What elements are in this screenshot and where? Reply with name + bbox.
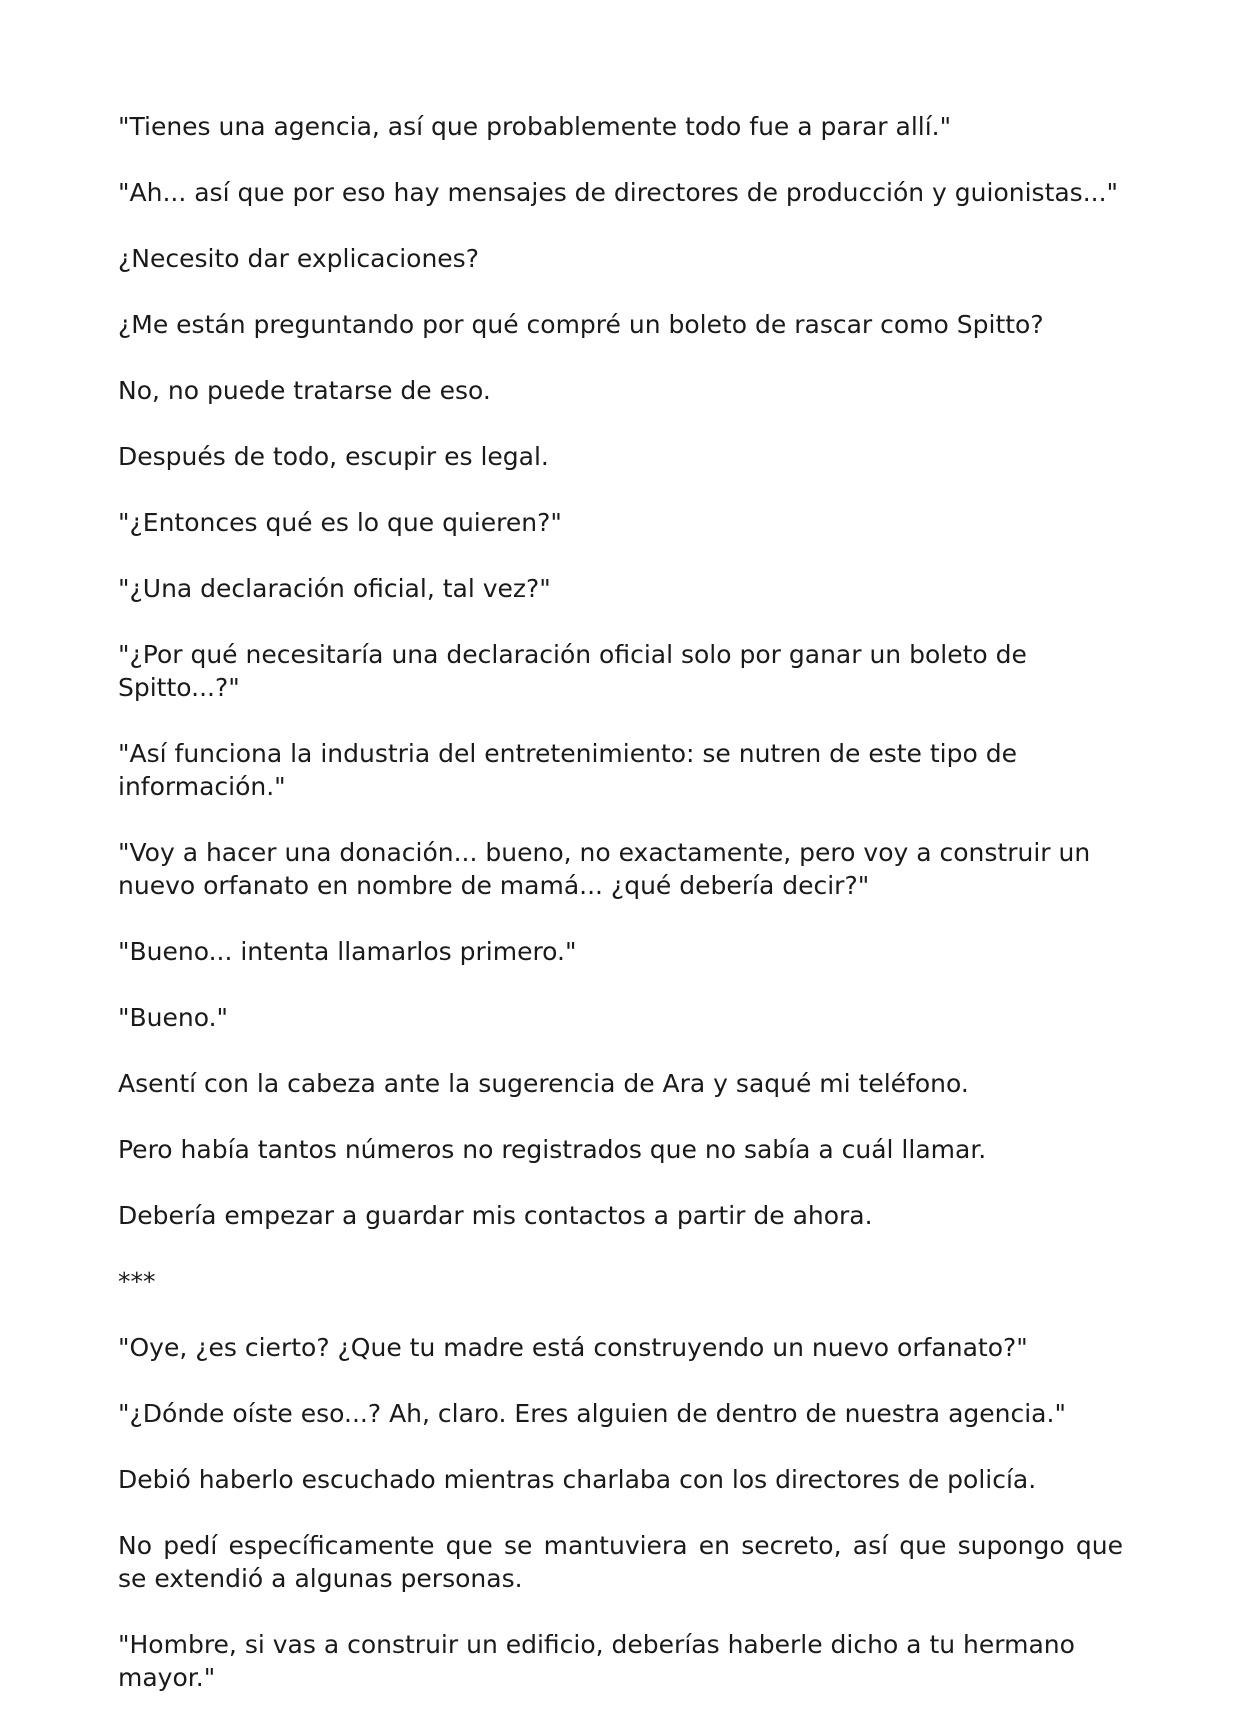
- paragraph-10: "Así funciona la industria del entretenimiento: se nutren de este tipo de información.": [118, 739, 1017, 801]
- paragraph-3: ¿Necesito dar explicaciones?: [118, 244, 479, 273]
- paragraph-16: Debería empezar a guardar mis contactos a partir de ahora.: [118, 1201, 873, 1230]
- paragraph-22: "Hombre, si vas a construir un edificio, deberías haberle dicho a tu hermano mayor.": [118, 1630, 1075, 1692]
- paragraph-9: "¿Por qué necesitaría una declaración oficial solo por ganar un boleto de Spitto...?": [118, 640, 1027, 702]
- paragraph-2: "Ah... así que por eso hay mensajes de directores de producción y guionistas...": [118, 178, 1119, 207]
- paragraph-1: "Tienes una agencia, así que probablemente todo fue a parar allí.": [118, 112, 952, 141]
- paragraph-15: Pero había tantos números no registrados que no sabía a cuál llamar.: [118, 1135, 987, 1164]
- paragraph-7: "¿Entonces qué es lo que quieren?": [118, 508, 562, 537]
- paragraph-12: "Bueno... intenta llamarlos primero.": [118, 937, 577, 966]
- paragraph-14: Asentí con la cabeza ante la sugerencia de Ara y saqué mi teléfono.: [118, 1069, 969, 1098]
- paragraph-6: Después de todo, escupir es legal.: [118, 442, 549, 471]
- paragraph-18: "Oye, ¿es cierto? ¿Que tu madre está construyendo un nuevo orfanato?": [118, 1333, 1028, 1362]
- paragraph-11: "Voy a hacer una donación... bueno, no exactamente, pero voy a construir un nuevo orfanato en nombre de mamá... ¿qué debería decir?": [118, 838, 1091, 900]
- paragraph-8: "¿Una declaración oficial, tal vez?": [118, 574, 551, 603]
- paragraph-5: No, no puede tratarse de eso.: [118, 376, 491, 405]
- paragraph-19: "¿Dónde oíste eso...? Ah, claro. Eres alguien de dentro de nuestra agencia.": [118, 1399, 1066, 1428]
- paragraph-13: "Bueno.": [118, 1003, 229, 1032]
- paragraph-4: ¿Me están preguntando por qué compré un boleto de rascar como Spitto?: [118, 310, 1044, 339]
- paragraph-21: No pedí específicamente que se mantuviera en secreto, así que supongo que se extendió a algunas personas.: [118, 1531, 1123, 1593]
- paragraph-20: Debió haberlo escuchado mientras charlaba con los directores de policía.: [118, 1465, 1037, 1494]
- document-body: [118, 110, 1123, 1727]
- scene-break: ***: [118, 1267, 156, 1296]
